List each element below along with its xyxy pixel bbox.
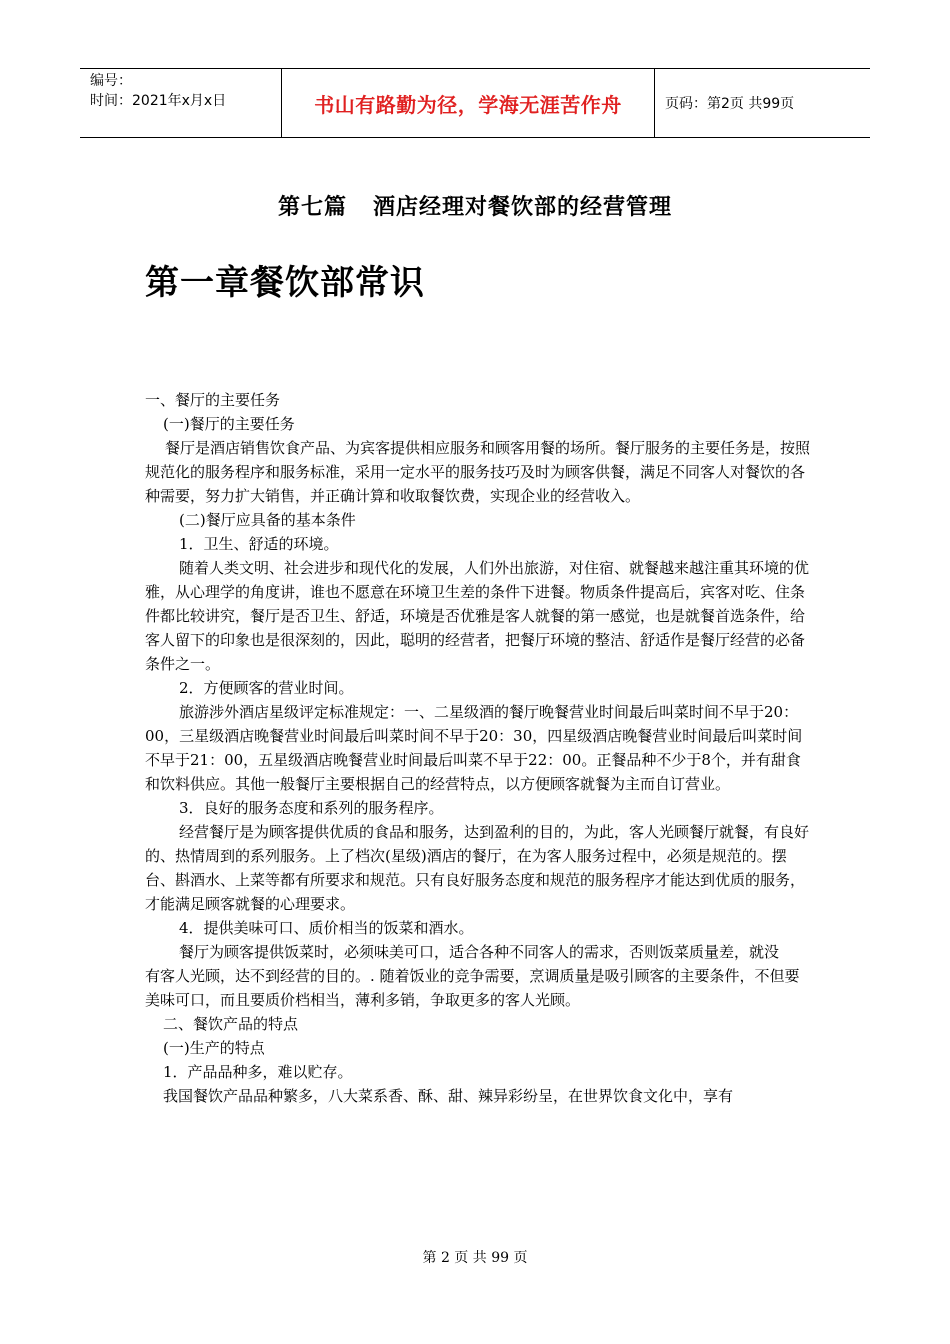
subsection-heading: (一)餐厅的主要任务 — [163, 415, 295, 433]
paragraph: 我国餐饮产品品种繁多，八大菜系香、酥、甜、辣异彩纷呈，在世界饮食文化中，享有 — [163, 1087, 734, 1105]
chapter-title: 第一章餐饮部常识 — [145, 263, 425, 303]
section-heading: 二、餐饮产品的特点 — [163, 1015, 299, 1033]
part-number: 第七篇 — [277, 195, 347, 220]
item-heading: 4．提供美味可口、质价相当的饭菜和酒水。 — [179, 919, 474, 937]
subsection-heading: (二)餐厅应具备的基本条件 — [179, 511, 356, 529]
item-heading: 1．卫生、舒适的环境。 — [179, 535, 339, 553]
header-meta-cell — [80, 69, 282, 137]
section-heading: 一、餐厅的主要任务 — [145, 391, 281, 409]
paragraph: 餐厅是酒店销售饮食产品、为宾客提供相应服务和顾客用餐的场所。餐厅服务的主要任务是，按照规范化的服务程序和服务标准，采用一定水平的服务技巧及时为顾客供餐，满足不同客人对餐饮的各种需要，努力扩大销售，并正确计算和收取餐饮费，实现企业的经营收入。 — [145, 439, 811, 505]
subsection-heading: (一)生产的特点 — [163, 1039, 265, 1057]
document-number-label: 编号： — [90, 73, 132, 89]
page-footer: 第 2 页 共 99 页 — [422, 1250, 528, 1266]
part-name: 酒店经理对餐饮部的经营管理 — [373, 195, 673, 220]
item-heading: 3．良好的服务态度和系列的服务程序。 — [179, 799, 444, 817]
paragraph: 有客人光顾，达不到经营的目的。. 随着饭业的竞争需要，烹调质量是吸引顾客的主要条件，不但要美味可口，而且要质价档相当，薄利多销，争取更多的客人光顾。 — [145, 967, 800, 1009]
paragraph: 经营餐厅是为顾客提供优质的食品和服务，达到盈利的目的，为此，客人光顾餐厅就餐，有良好的、热情周到的系列服务。上了档次(星级)酒店的餐厅，在为客人服务过程中，必须是规范的。摆台、斟酒水、上菜等都有所要求和规范。只有良好服务态度和规范的服务程序才能达到优质的服务，才能满足顾客就餐的心理要求。 — [145, 823, 810, 913]
paragraph: 旅游涉外酒店星级评定标准规定：一、二星级酒的餐厅晚餐营业时间最后叫菜时间不早于20：00，三星级酒店晚餐营业时间最后叫菜时间不早于20：30，四星级酒店晚餐营业时间最后叫菜时间不早于21：00，五星级酒店晚餐营业时间最后叫菜不早于22：00。正餐品种不少于8个，并有甜食和饮料供应。其他一般餐厅主要根据自己的经营特点，以方便顾客就餐为主而自订营业。 — [145, 703, 803, 793]
header-page-number: 页码：第2页 共99页 — [665, 96, 795, 112]
paragraph: 随着人类文明、社会进步和现代化的发展，人们外出旅游，对住宿、就餐越来越注重其环境的优雅，从心理学的角度讲，谁也不愿意在环境卫生差的条件下进餐。物质条件提高后，宾客对吃、住条件都比较讲究，餐厅是否卫生、舒适，环境是否优雅是客人就餐的第一感觉，也是就餐首选条件，给客人留下的印象也是很深刻的，因此，聪明的经营者，把餐厅环境的整洁、舒适作是餐厅经营的必备条件之一。 — [145, 559, 810, 673]
item-heading: 1．产品品种多，难以贮存。 — [163, 1063, 353, 1081]
header-table — [80, 68, 870, 138]
document-date-label: 时间：2021年x月x日 — [90, 93, 227, 109]
document-body — [145, 388, 810, 1108]
paragraph: 餐厅为顾客提供饭菜时，必须味美可口，适合各种不同客人的需求，否则饭菜质量差，就没 — [179, 943, 780, 961]
part-title — [0, 190, 950, 221]
header-motto: 书山有路勤为径，学海无涯苦作舟 — [282, 69, 655, 137]
item-heading: 2．方便顾客的营业时间。 — [179, 679, 354, 697]
